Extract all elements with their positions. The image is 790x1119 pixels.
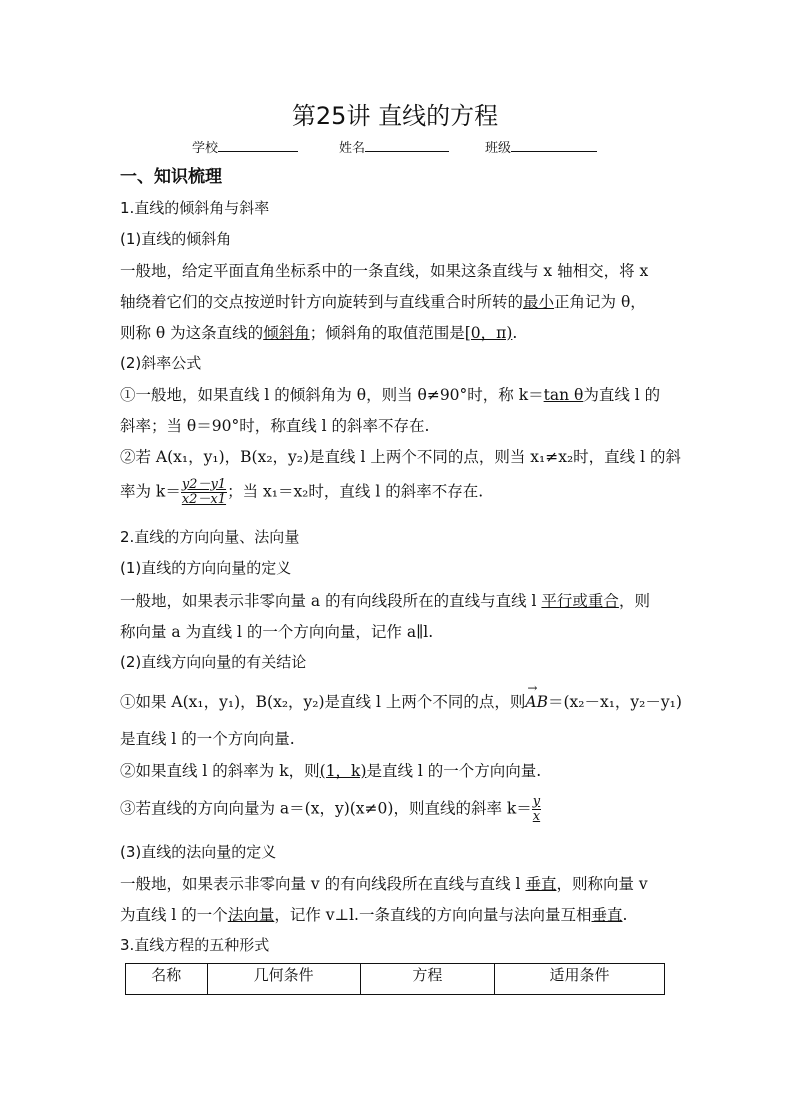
class-blank [511, 139, 597, 152]
answer-blank: 垂直 [525, 875, 557, 893]
fraction-numerator: y [532, 794, 541, 809]
paragraph-line [120, 290, 646, 312]
paragraph-line: ②若 A(x₁，y₁)，B(x₂，y₂)是直线 l 上两个不同的点，则当 x₁≠x₂时，直线 l 的斜 [120, 448, 681, 466]
page-title: 第25讲 直线的方程 [291, 102, 499, 130]
subheading-2: 2.直线的方向向量、法向量 [120, 528, 300, 546]
text: ①如果 A(x₁，y₁)，B(x₂，y₂)是直线 l 上两个不同的点，则 [120, 693, 526, 711]
class-label: 班级 [485, 141, 512, 156]
subheading-1-2: (2)斜率公式 [120, 354, 202, 372]
text: 是直线 l 的一个方向向量. [366, 762, 542, 780]
fraction-numerator: y2－y1 [181, 477, 227, 492]
text: ①一般地，如果直线 l 的倾斜角为 θ，则当 θ≠90°时，称 k＝ [120, 386, 544, 404]
subheading-1: 1.直线的倾斜角与斜率 [120, 199, 270, 217]
school-blank [218, 139, 298, 152]
answer-blank: 垂直 [591, 906, 623, 924]
text: 轴绕着它们的交点按逆时针方向旋转到与直线重合时所转的 [120, 293, 524, 311]
name-blank [365, 139, 449, 152]
answer-blank: 平行或重合 [541, 592, 619, 610]
paragraph-line [120, 903, 627, 925]
text: ③若直线的方向向量为 a＝(x，y)(x≠0)，则直线的斜率 k＝ [120, 799, 532, 818]
paragraph-line [120, 589, 650, 611]
text: ＝(x₂－x₁，y₂－y₁) [547, 693, 682, 711]
subheading-1-1: (1)直线的倾斜角 [120, 230, 232, 248]
table-header-row [126, 964, 665, 995]
slope-fraction [532, 795, 541, 824]
text: ②如果直线 l 的斜率为 k，则 [120, 762, 320, 780]
subheading-2-3: (3)直线的法向量的定义 [120, 843, 277, 861]
text: ；倾斜角的取值范围是 [309, 324, 465, 342]
text: 为直线 l 的一个 [120, 906, 228, 924]
school-label: 学校 [192, 141, 219, 156]
table-header-cell: 适用条件 [494, 964, 664, 995]
table-header-cell: 几何条件 [207, 964, 360, 995]
subheading-3: 3.直线方程的五种形式 [120, 936, 270, 954]
paragraph-line [120, 690, 682, 712]
table-header-cell: 名称 [126, 964, 208, 995]
paragraph-line: 一般地，给定平面直角坐标系中的一条直线，如果这条直线与 x 轴相交，将 x [120, 262, 649, 280]
text: ；当 x₁＝x₂时，直线 l 的斜率不存在. [227, 482, 484, 501]
name-field [339, 137, 449, 156]
answer-blank: 最小 [523, 293, 555, 311]
fraction-denominator: x [532, 809, 541, 824]
paragraph-line: 斜率；当 θ＝90°时，称直线 l 的斜率不存在. [120, 417, 430, 435]
text: 则称 θ 为这条直线的 [120, 324, 264, 342]
paragraph-line: 称向量 a 为直线 l 的一个方向向量，记作 a∥l. [120, 623, 434, 641]
text: ，则称向量 v [556, 875, 648, 893]
text: 正角记为 θ， [554, 293, 646, 311]
school-field [192, 137, 298, 156]
paragraph-line [120, 795, 541, 824]
paragraph-line [120, 321, 517, 343]
text: 一般地，如果表示非零向量 a 的有向线段所在的直线与直线 l [120, 592, 542, 610]
paragraph-line: 是直线 l 的一个方向向量. [120, 730, 295, 748]
text: ，记作 v⊥l.一条直线的方向向量与法向量互相 [274, 906, 592, 924]
fraction-denominator: x2－x1 [181, 492, 227, 507]
text: . [512, 324, 518, 342]
subheading-2-2: (2)直线方向向量的有关结论 [120, 653, 307, 671]
answer-blank: [0，π) [464, 324, 513, 342]
text: 为直线 l 的 [583, 386, 661, 404]
answer-blank: (1，k) [319, 762, 367, 780]
text: 一般地，如果表示非零向量 v 的有向线段所在直线与直线 l [120, 875, 526, 893]
paragraph-line [120, 872, 648, 894]
text: 率为 k＝ [120, 482, 181, 501]
slope-fraction [181, 478, 227, 507]
name-label: 姓名 [339, 141, 366, 156]
table-header-cell: 方程 [360, 964, 494, 995]
class-field [485, 137, 597, 156]
line-equation-forms-table [125, 963, 665, 995]
subheading-2-1: (1)直线的方向向量的定义 [120, 559, 292, 577]
section-heading-1: 一、知识梳理 [120, 167, 222, 187]
answer-blank: 法向量 [227, 906, 275, 924]
paragraph-line [120, 478, 483, 507]
answer-blank: 倾斜角 [263, 324, 310, 342]
paragraph-line [120, 759, 541, 781]
text: . [622, 906, 628, 924]
vector-ab: → AB [525, 693, 548, 711]
paragraph-line [120, 383, 660, 405]
text: ，则 [618, 592, 650, 610]
answer-blank: tan θ [543, 386, 584, 404]
